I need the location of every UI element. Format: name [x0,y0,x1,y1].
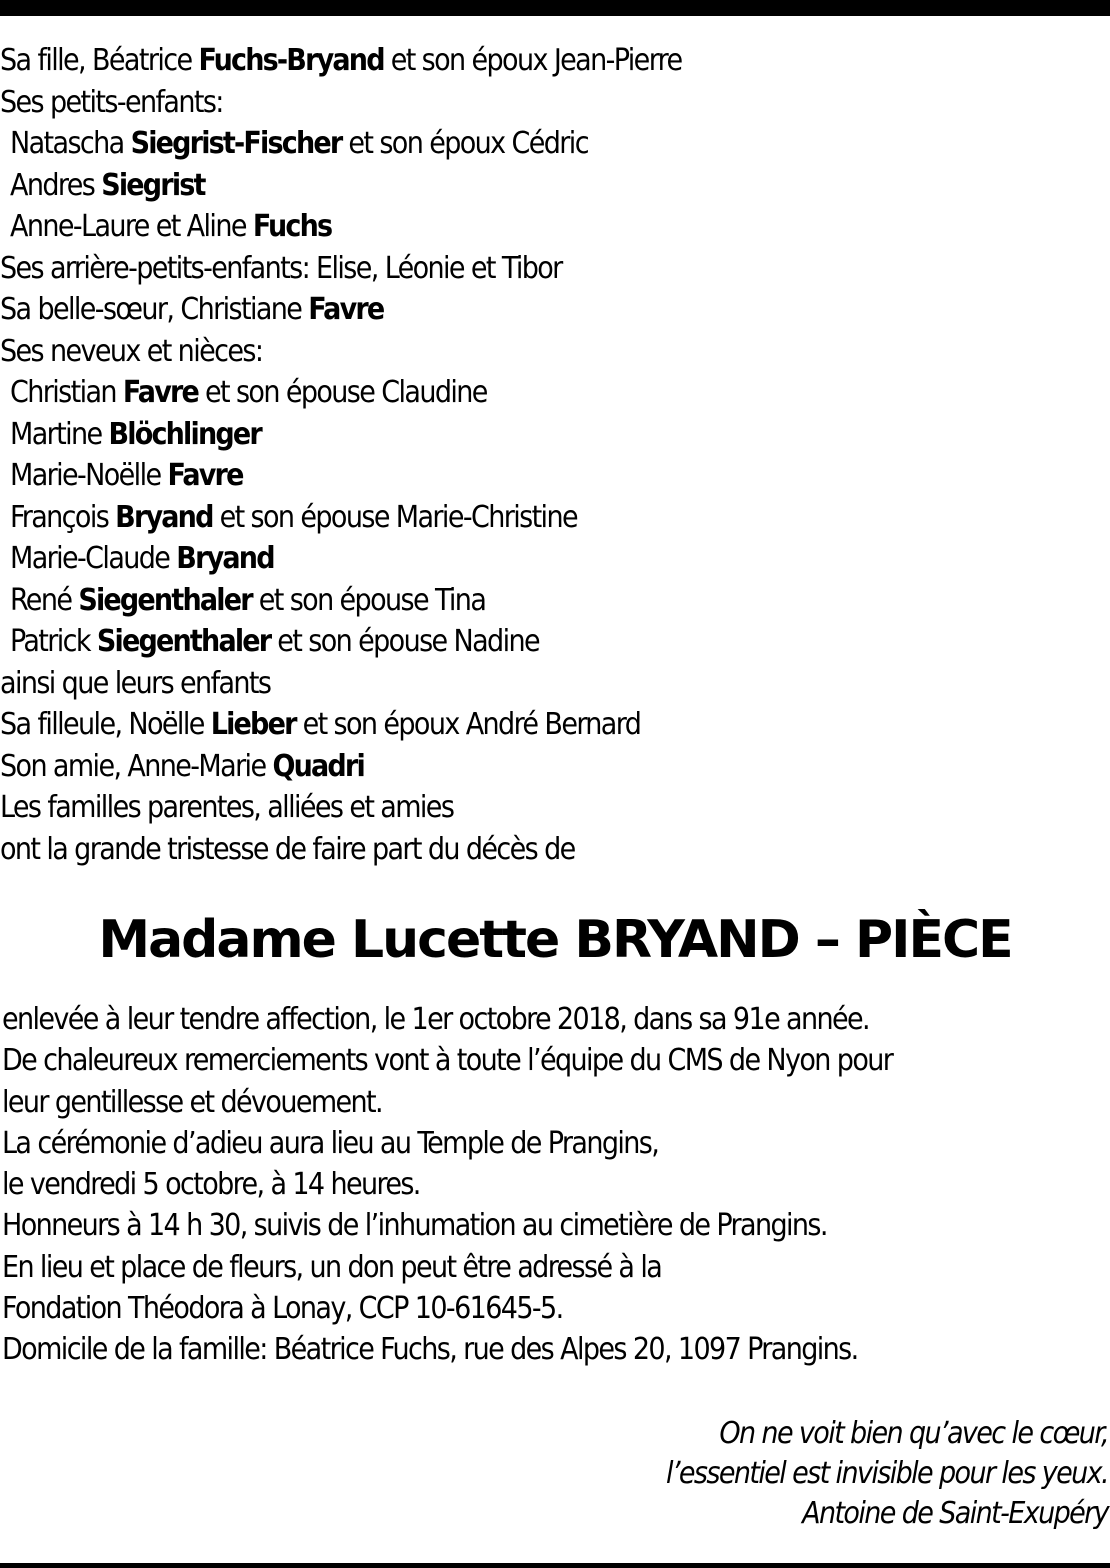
family-line [0,663,1110,705]
family-line-text: ainsi que leurs enfants [0,665,271,701]
family-line [0,82,1110,124]
details-line: En lieu et place de fleurs, un don peut être adressé à la [2,1249,662,1285]
family-line-text: Sa filleule, Noëlle [0,707,211,742]
family-list [0,40,1110,870]
family-surname: Favre [122,375,199,410]
family-line-text: et son épouse Tina [251,582,486,618]
family-line [0,331,1110,373]
family-line-text: Sa belle-sœur, Christiane [0,292,309,327]
quote [666,1414,1108,1534]
family-line-text: Patrick [10,624,97,659]
family-line-text: Son amie, Anne-Marie [0,748,273,784]
family-line-text: et son épouse Marie-Christine [212,499,577,535]
family-line [0,414,1110,456]
family-line-text: René [10,582,79,618]
family-line [0,538,1110,580]
family-line [0,289,1110,331]
family-surname: Favre [308,292,384,327]
family-line [0,206,1110,248]
family-line-text: Christian [10,375,123,410]
family-line [0,455,1110,497]
family-line-text: et son épouse Nadine [270,624,539,659]
details-line: De chaleureux remerciements vont à toute l’équipe du CMS de Nyon pour [2,1043,893,1079]
details-line: La cérémonie d’adieu aura lieu au Temple de Prangins, [2,1125,659,1161]
family-line-text: ont la grande tristesse de faire part du décès de [0,831,575,867]
family-surname: Siegrist-Fischer [130,126,342,161]
family-line [0,123,1110,165]
family-line [0,248,1110,290]
family-line-text: Marie-Claude [10,541,177,576]
family-line [0,372,1110,414]
family-surname: Favre [167,458,243,493]
quote-line: On ne voit bien qu’avec le cœur, [719,1416,1108,1451]
family-line-text: Ses arrière-petits-enfants: Elise, Léonie et Tibor [0,250,562,286]
family-line-text: Les familles parentes, alliées et amies [0,790,454,825]
details-line: le vendredi 5 octobre, à 14 heures. [2,1167,420,1203]
family-line-text: François [10,499,116,535]
family-surname: Fuchs [252,209,332,244]
family-surname: Siegenthaler [78,582,252,618]
family-line [0,787,1110,829]
details-line: Honneurs à 14 h 30, suivis de l’inhumation au cimetière de Prangins. [2,1208,827,1244]
family-line-text: Sa fille, Béatrice [0,43,199,78]
family-line-text: Marie-Noëlle [10,458,168,493]
family-surname: Bryand [176,541,274,576]
family-line [0,40,1110,82]
family-line-text: et son époux Cédric [341,126,588,161]
family-line-text: Ses petits-enfants: [0,84,223,120]
family-surname: Siegenthaler [96,624,271,659]
family-surname: Lieber [210,707,296,742]
family-line [0,497,1110,539]
top-rule [0,0,1110,16]
family-surname: Quadri [272,748,364,784]
quote-line: l’essentiel est invisible pour les yeux. [666,1456,1108,1491]
family-line [0,704,1110,746]
quote-author: Antoine de Saint-Exupéry [802,1496,1108,1531]
family-line-text: Andres [10,167,102,203]
family-line-text: Anne-Laure et Aline [10,209,253,244]
funeral-details [2,999,1110,1371]
family-line [0,580,1110,622]
bottom-rule [0,1563,1110,1568]
details-line: Fondation Théodora à Lonay, CCP 10-61645-5. [2,1291,563,1327]
family-line-text: Martine [10,416,109,452]
details-line: enlevée à leur tendre affection, le 1er octobre 2018, dans sa 91e année. [2,1002,869,1037]
family-line-text: et son épouse Claudine [198,375,487,410]
family-surname: Fuchs-Bryand [198,43,384,78]
family-surname: Bryand [115,499,213,535]
deceased-name: Madame Lucette BRYAND – PIÈCE [98,910,1012,970]
details-line: leur gentillesse et dévouement. [2,1084,382,1120]
family-line-text: et son époux André Bernard [295,707,641,742]
family-line [0,829,1110,871]
family-line [0,746,1110,788]
family-line [0,621,1110,663]
details-line: Domicile de la famille: Béatrice Fuchs, rue des Alpes 20, 1097 Prangins. [2,1332,858,1368]
family-surname: Siegrist [101,167,205,203]
family-line [0,165,1110,207]
family-line-text: Ses neveux et nièces: [0,333,263,369]
family-line-text: et son époux Jean-Pierre [383,43,682,78]
family-line-text: Natascha [10,126,131,161]
family-surname: Blöchlinger [108,416,261,452]
